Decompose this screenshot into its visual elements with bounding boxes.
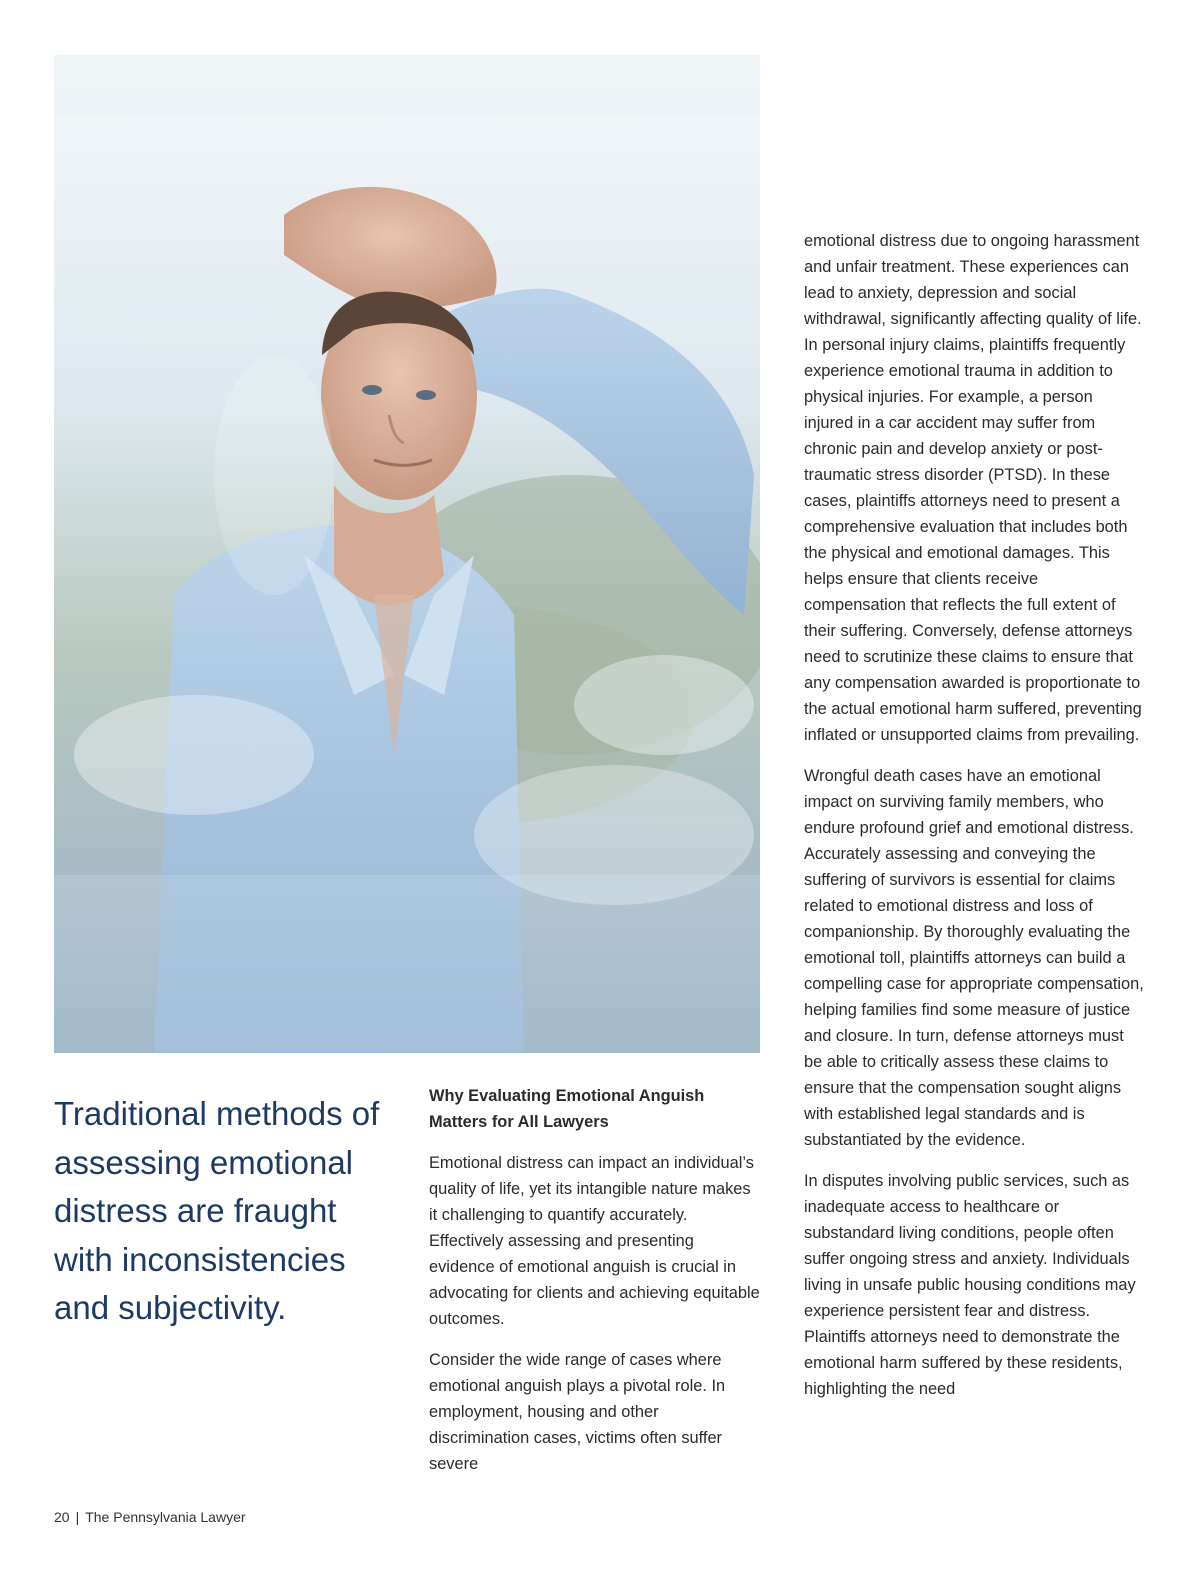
body-paragraph: Wrongful death cases have an emotional impact on surviving family members, who endure profound grief and emotional distress. Accurately assessing and conveying the suffering of survivors is essential for claims related to emotional distress and loss of companionship. By thoroughly evaluating the emotional toll, plaintiffs attorneys can build a compelling case for appropriate compensation, helping families find some measure of justice and closure. In turn, defense attorneys must be able to critically assess these claims to ensure that the compensation sought aligns with established legal standards and is substantiated by the evidence. (804, 767, 1144, 1149)
right-column (804, 228, 1144, 1417)
photo-illustration (54, 55, 760, 1053)
page-footer (54, 1509, 246, 1525)
section-heading: Why Evaluating Emotional Anguish Matters for All Lawyers (429, 1087, 705, 1131)
article-photo (54, 55, 760, 1053)
body-paragraph: In disputes involving public services, such as inadequate access to healthcare or substandard living conditions, people often suffer ongoing stress and anxiety. Individuals living in unsafe public housing conditions may experience persistent fear and distress. Plaintiffs attorneys need to demonstrate the emotional harm suffered by these residents, highlighting the need (804, 1172, 1136, 1398)
body-paragraph: Consider the wide range of cases where emotional anguish plays a pivotal role. In employment, housing and other discrimination cases, victims often suffer severe (429, 1351, 726, 1473)
footer-separator: | (75, 1509, 80, 1525)
body-paragraph: emotional distress due to ongoing harassment and unfair treatment. These experiences can lead to anxiety, depression and social withdrawal, significantly affecting quality of life. In personal injury claims, plaintiffs frequently experience emotional trauma in addition to physical injuries. For example, a person injured in a car accident may suffer from chronic pain and develop anxiety or post-traumatic stress disorder (PTSD). In these cases, plaintiffs attorneys need to present a comprehensive evaluation that includes both the physical and emotional damages. This helps ensure that clients receive compensation that reflects the full extent of their suffering. Conversely, defense attorneys need to scrutinize these claims to ensure that any compensation awarded is proportionate to the actual emotional harm suffered, preventing inflated or unsupported claims from prevailing. (804, 232, 1142, 744)
middle-column (429, 1083, 761, 1492)
body-paragraph: Emotional distress can impact an individual’s quality of life, yet its intangible nature makes it challenging to quantify accurately. Effectively assessing and presenting evidence of emotional anguish is crucial in advocating for clients and achieving equitable outcomes. (429, 1154, 760, 1328)
publication-name: The Pennsylvania Lawyer (85, 1509, 246, 1525)
pull-quote: Traditional methods of assessing emotional distress are fraught with inconsistencies and subjectivity. (54, 1095, 380, 1326)
page-number: 20 (54, 1509, 70, 1525)
